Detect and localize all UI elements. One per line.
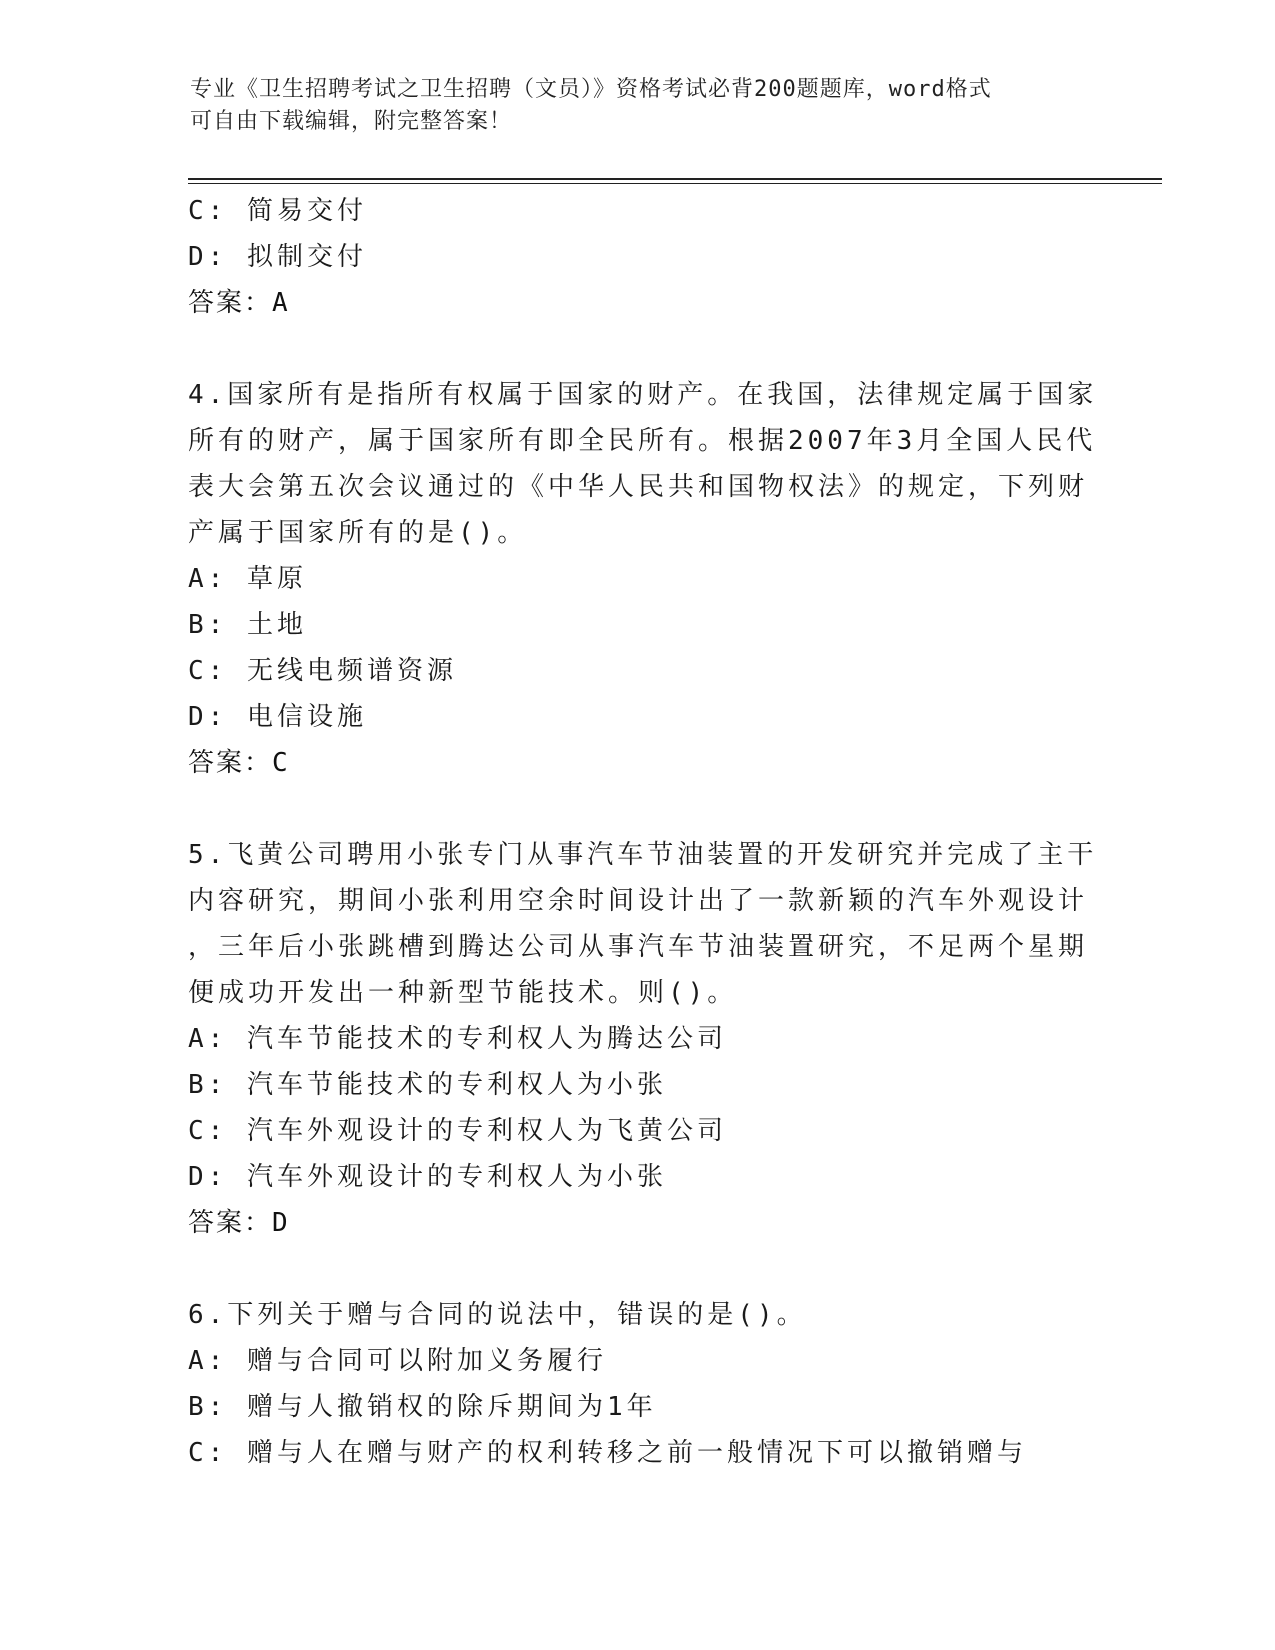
answer-value: C: [272, 748, 290, 778]
option-d: D: 拟制交付: [188, 242, 367, 272]
answer-line: [188, 740, 1088, 786]
option-b: B: 土地: [188, 610, 307, 640]
question-stem-line: 产属于国家所有的是()。: [188, 518, 528, 548]
question-5-block: [188, 832, 1098, 1246]
header-divider-thick: [188, 178, 1162, 180]
spacer: [188, 1246, 1088, 1292]
question-stem-line: 所有的财产，属于国家所有即全民所有。根据2007年3月全国人民代: [188, 426, 1097, 456]
question-stem-line: 4.国家所有是指所有权属于国家的财产。在我国，法律规定属于国家: [188, 380, 1098, 410]
spacer: [188, 786, 1088, 832]
header-divider-thin: [188, 183, 1162, 184]
answer-label: 答案：: [188, 288, 273, 318]
question-stem-line: 便成功开发出一种新型节能技术。则()。: [188, 978, 738, 1008]
document-header: [190, 74, 1090, 138]
question-list: [188, 188, 1098, 1476]
question-4-block: [188, 372, 1098, 786]
answer-value: D: [272, 1208, 290, 1238]
question-3-block: [188, 188, 1088, 326]
question-stem-line: 6.下列关于赠与合同的说法中，错误的是()。: [188, 1300, 807, 1330]
answer-label: 答案：: [188, 1208, 273, 1238]
option-a: A: 汽车节能技术的专利权人为腾达公司: [188, 1024, 727, 1054]
question-stem-line: 表大会第五次会议通过的《中华人民共和国物权法》的规定，下列财: [188, 472, 1089, 502]
header-line-1: 专业《卫生招聘考试之卫生招聘（文员）》资格考试必背200题题库，word格式: [190, 77, 992, 102]
option-c: C: 无线电频谱资源: [188, 656, 457, 686]
option-a: A: 草原: [188, 564, 307, 594]
answer-line: [188, 280, 1088, 326]
question-stem-line: ，三年后小张跳槽到腾达公司从事汽车节油装置研究，不足两个星期: [188, 932, 1089, 962]
answer-value: A: [272, 288, 290, 318]
option-c: C: 简易交付: [188, 196, 367, 226]
option-b: B: 赠与人撤销权的除斥期间为1年: [188, 1392, 657, 1422]
answer-label: 答案：: [188, 748, 273, 778]
answer-line: [188, 1200, 1088, 1246]
option-c: C: 汽车外观设计的专利权人为飞黄公司: [188, 1116, 727, 1146]
option-a: A: 赠与合同可以附加义务履行: [188, 1346, 607, 1376]
option-d: D: 电信设施: [188, 702, 367, 732]
option-c: C: 赠与人在赠与财产的权利转移之前一般情况下可以撤销赠与: [188, 1438, 1027, 1468]
spacer: [188, 326, 1088, 372]
question-stem-line: 内容研究，期间小张利用空余时间设计出了一款新颖的汽车外观设计: [188, 886, 1089, 916]
header-line-2: 可自由下载编辑，附完整答案！: [190, 109, 513, 134]
option-d: D: 汽车外观设计的专利权人为小张: [188, 1162, 667, 1192]
question-stem-line: 5.飞黄公司聘用小张专门从事汽车节油装置的开发研究并完成了主干: [188, 840, 1098, 870]
question-6-block: [188, 1292, 1088, 1476]
option-b: B: 汽车节能技术的专利权人为小张: [188, 1070, 667, 1100]
